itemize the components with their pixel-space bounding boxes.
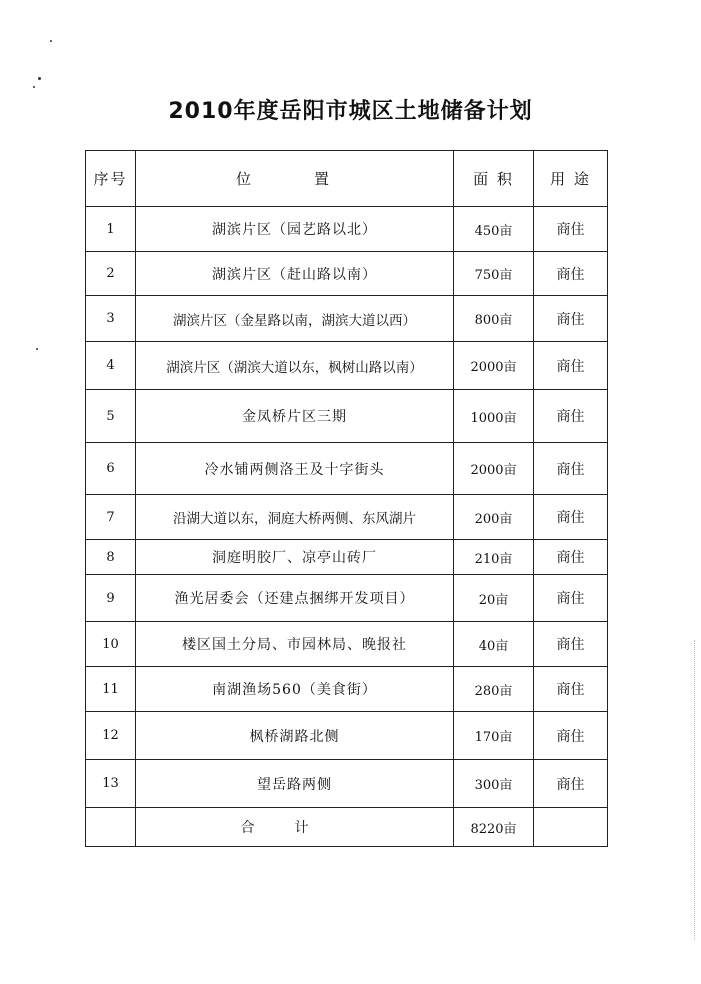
total-no-empty xyxy=(86,808,136,847)
table-row xyxy=(86,575,608,622)
row-area: 1000亩 xyxy=(454,390,534,443)
row-area: 170亩 xyxy=(454,712,534,760)
table-row xyxy=(86,622,608,667)
row-use: 商住 xyxy=(534,342,608,390)
row-no: 8 xyxy=(86,540,136,575)
table-row xyxy=(86,296,608,342)
row-use: 商住 xyxy=(534,252,608,296)
row-location: 湖滨片区（赶山路以南） xyxy=(136,252,454,296)
total-label: 合计 xyxy=(136,808,454,847)
total-use-empty xyxy=(534,808,608,847)
table-row xyxy=(86,540,608,575)
table-row xyxy=(86,667,608,712)
row-area: 2000亩 xyxy=(454,443,534,495)
table-row xyxy=(86,495,608,540)
row-use: 商住 xyxy=(534,622,608,667)
row-area: 2000亩 xyxy=(454,342,534,390)
row-no: 2 xyxy=(86,252,136,296)
header-use: 用 途 xyxy=(534,151,608,207)
row-area: 750亩 xyxy=(454,252,534,296)
scan-edge-marks xyxy=(692,640,695,940)
row-no: 6 xyxy=(86,443,136,495)
row-use: 商住 xyxy=(534,667,608,712)
table-row xyxy=(86,207,608,252)
row-area: 280亩 xyxy=(454,667,534,712)
table-row xyxy=(86,760,608,808)
scan-speck xyxy=(50,40,52,42)
scan-speck xyxy=(38,77,41,80)
row-location: 南湖渔场560（美食街） xyxy=(136,667,454,712)
row-no: 5 xyxy=(86,390,136,443)
row-area: 800亩 xyxy=(454,296,534,342)
row-location: 枫桥湖路北侧 xyxy=(136,712,454,760)
header-area: 面 积 xyxy=(454,151,534,207)
row-location: 湖滨片区（金星路以南，湖滨大道以西） xyxy=(136,296,454,342)
row-no: 12 xyxy=(86,712,136,760)
land-reserve-table xyxy=(85,150,608,847)
header-location: 位 置 xyxy=(136,151,454,207)
row-area: 40亩 xyxy=(454,622,534,667)
table-row xyxy=(86,443,608,495)
row-use: 商住 xyxy=(534,540,608,575)
row-use: 商住 xyxy=(534,760,608,808)
row-no: 4 xyxy=(86,342,136,390)
row-no: 13 xyxy=(86,760,136,808)
row-area: 200亩 xyxy=(454,495,534,540)
row-area: 300亩 xyxy=(454,760,534,808)
table-row xyxy=(86,252,608,296)
row-use: 商住 xyxy=(534,712,608,760)
row-use: 商住 xyxy=(534,495,608,540)
row-location: 洞庭明胶厂、凉亭山砖厂 xyxy=(136,540,454,575)
row-location: 渔光居委会（还建点捆绑开发项目） xyxy=(136,575,454,622)
document-title: 2010年度岳阳市城区土地储备计划 xyxy=(168,99,533,124)
table-row xyxy=(86,390,608,443)
table-total-row xyxy=(86,808,608,847)
row-location: 望岳路两侧 xyxy=(136,760,454,808)
row-no: 10 xyxy=(86,622,136,667)
table-header-row xyxy=(86,151,608,207)
row-use: 商住 xyxy=(534,575,608,622)
row-no: 11 xyxy=(86,667,136,712)
total-area: 8220亩 xyxy=(454,808,534,847)
row-location: 楼区国土分局、市园林局、晚报社 xyxy=(136,622,454,667)
row-location: 沿湖大道以东，洞庭大桥两侧、东风湖片 xyxy=(136,495,454,540)
row-no: 1 xyxy=(86,207,136,252)
row-area: 20亩 xyxy=(454,575,534,622)
row-use: 商住 xyxy=(534,296,608,342)
row-use: 商住 xyxy=(534,390,608,443)
row-use: 商住 xyxy=(534,207,608,252)
row-location: 金凤桥片区三期 xyxy=(136,390,454,443)
row-location: 冷水铺两侧洛王及十字街头 xyxy=(136,443,454,495)
scan-speck xyxy=(33,86,35,88)
row-no: 3 xyxy=(86,296,136,342)
row-location: 湖滨片区（湖滨大道以东，枫树山路以南） xyxy=(136,342,454,390)
scan-speck xyxy=(36,348,38,350)
row-no: 9 xyxy=(86,575,136,622)
row-location: 湖滨片区（园艺路以北） xyxy=(136,207,454,252)
table-row xyxy=(86,712,608,760)
header-no: 序号 xyxy=(86,151,136,207)
row-use: 商住 xyxy=(534,443,608,495)
table-row xyxy=(86,342,608,390)
row-area: 210亩 xyxy=(454,540,534,575)
row-no: 7 xyxy=(86,495,136,540)
row-area: 450亩 xyxy=(454,207,534,252)
